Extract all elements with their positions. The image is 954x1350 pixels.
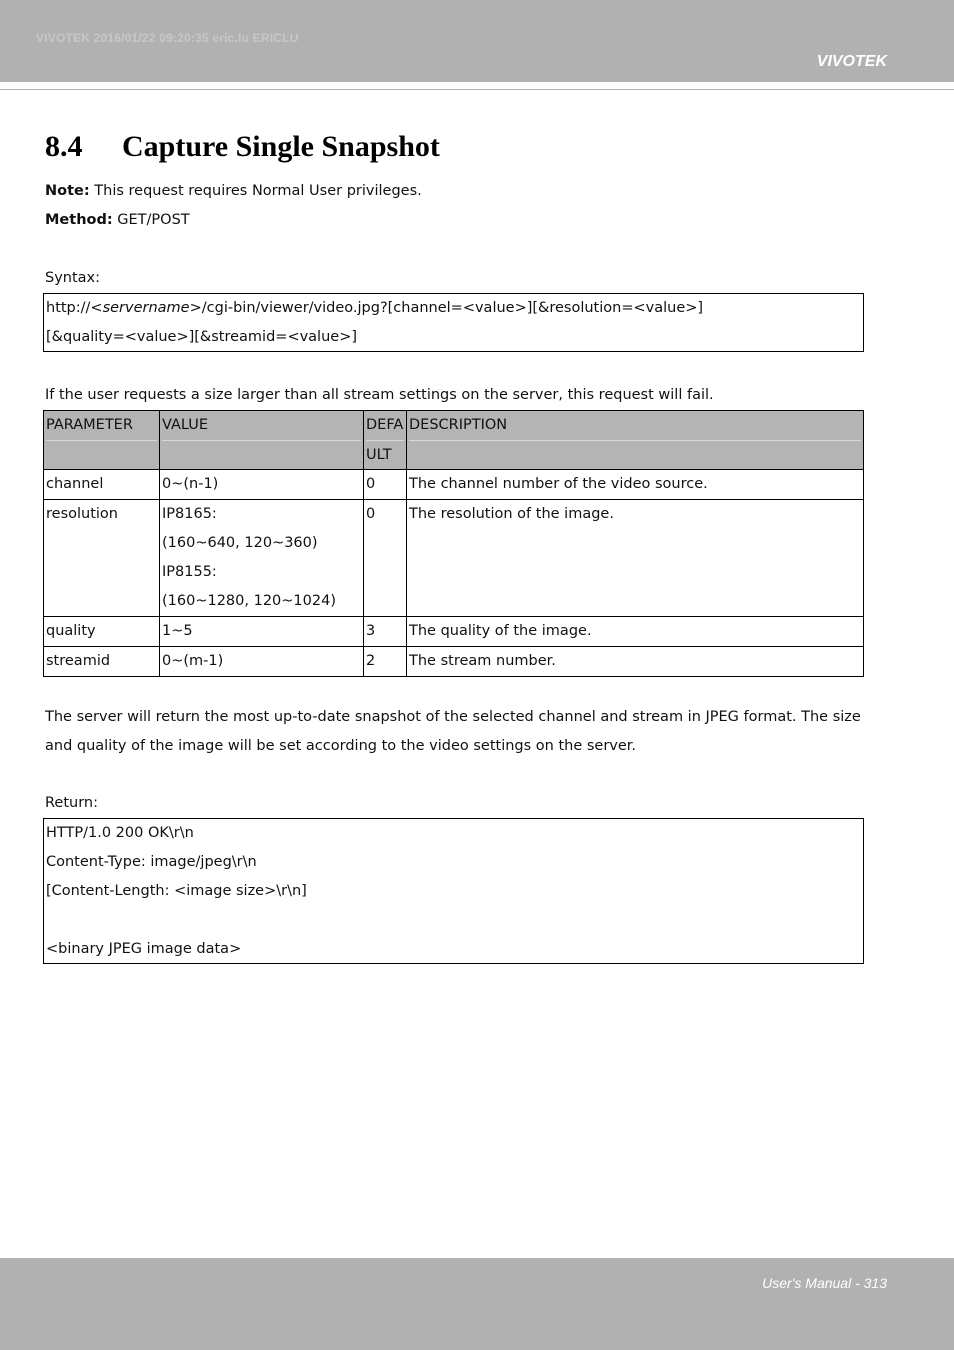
note-label: Note: [45, 183, 90, 199]
row-description: The resolution of the image. [407, 500, 864, 617]
return-line [44, 906, 863, 935]
header-parameter: PARAMETER [44, 411, 160, 470]
parameter-table [43, 410, 864, 677]
header-description: DESCRIPTION [407, 411, 864, 470]
table-row [44, 647, 864, 677]
section-number: 8.4 [45, 130, 83, 163]
header-divider [0, 89, 954, 90]
section-heading [45, 130, 440, 164]
return-line: <binary JPEG image data> [46, 941, 242, 957]
row-value: 0~(n-1) [160, 470, 364, 500]
return-line: Content-Type: image/jpeg\r\n [46, 854, 257, 870]
syntax-line-2: [&quality=<value>][&streamid=<value>] [46, 329, 357, 345]
row-value: 0~(m-1) [160, 647, 364, 677]
return-line: HTTP/1.0 200 OK\r\n [46, 825, 194, 841]
row-parameter: quality [44, 617, 160, 647]
intro-paragraph: If the user requests a size larger than all stream settings on the server, this request will fail. [45, 387, 714, 403]
table-header-row [44, 411, 864, 470]
body-line-2: and quality of the image will be set according to the video settings on the server. [45, 738, 637, 754]
return-label: Return: [45, 795, 99, 811]
page-footer [0, 1258, 954, 1350]
return-box [43, 818, 864, 964]
row-description: The channel number of the video source. [407, 470, 864, 500]
row-parameter: channel [44, 470, 160, 500]
syntax-suffix: >/cgi-bin/viewer/video.jpg?[channel=<value>][&resolution=<value>] [189, 300, 704, 316]
table-row [44, 500, 864, 617]
brand-name: VIVOTEK [816, 53, 887, 70]
note-text: This request requires Normal User privileges. [89, 183, 422, 199]
note-paragraph [45, 177, 422, 206]
header-value: VALUE [160, 411, 364, 470]
row-parameter: resolution [44, 500, 160, 617]
row-default: 3 [364, 617, 407, 647]
page-number-label: User's Manual - 313 [762, 1275, 887, 1291]
body-line-1: The server will return the most up-to-date snapshot of the selected channel and stream in JPEG format. The size [45, 709, 861, 725]
header-default: DEFA ULT [364, 411, 407, 470]
row-description: The quality of the image. [407, 617, 864, 647]
syntax-label: Syntax: [45, 270, 101, 286]
table-row [44, 470, 864, 500]
method-text: GET/POST [112, 212, 190, 228]
return-line: [Content-Length: <image size>\r\n] [46, 883, 307, 899]
method-label: Method: [45, 212, 113, 228]
table-row [44, 617, 864, 647]
row-value: IP8165: (160~640, 120~360) IP8155: (160~1280, 120~1024) [160, 500, 364, 617]
syntax-box [43, 293, 864, 352]
row-parameter: streamid [44, 647, 160, 677]
row-description: The stream number. [407, 647, 864, 677]
row-value: 1~5 [160, 617, 364, 647]
row-default: 0 [364, 470, 407, 500]
section-title: Capture Single Snapshot [122, 130, 440, 163]
syntax-servername: servername [102, 300, 190, 316]
syntax-line-1 [44, 294, 863, 323]
row-default: 0 [364, 500, 407, 617]
syntax-prefix: http://< [46, 300, 103, 316]
watermark: VIVOTEK 2016/01/22 09:20:35 eric.lu ERICLU [36, 31, 299, 45]
row-default: 2 [364, 647, 407, 677]
method-paragraph [45, 206, 190, 235]
